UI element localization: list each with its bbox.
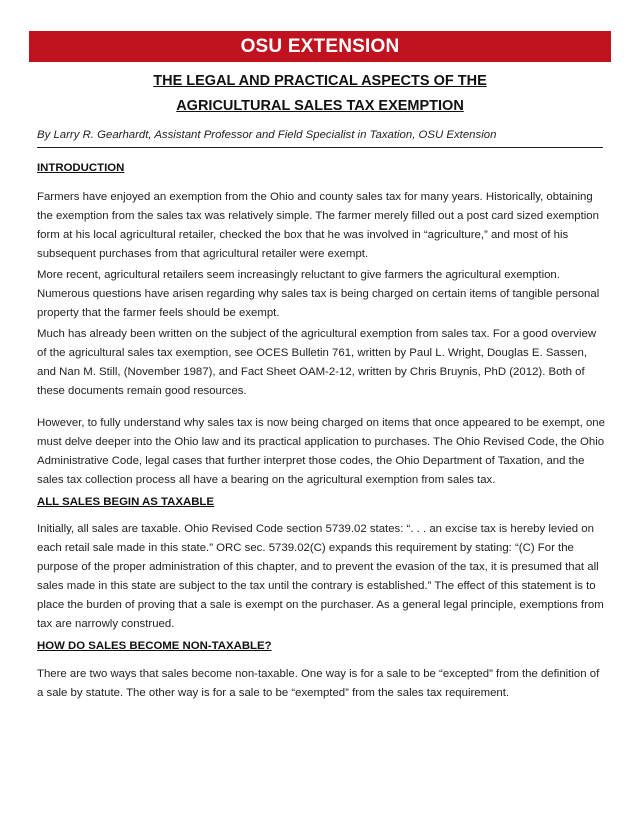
intro-paragraph-3: Much has already been written on the subject of the agricultural exemption from sales tax. For a good overview of the agricultural sales tax exemption, see OCES Bulletin 761, written by Paul L. Wright, Douglas E. Sassen, and Nan M. Still, (November 1987), and Fact Sheet OAM-2-12, written by Chris Bruynis, PhD (2012). Both of these documents remain good resources. xyxy=(37,328,597,397)
taxable-paragraph-1: Initially, all sales are taxable. Ohio Revised Code section 5739.02 states: “. . . an excise tax is hereby levied on each retail sale made in this state.” ORC sec. 5739.02(C) expands this requirement by stating: “(C) For the purpose of the proper administration of this chapter, and to prevent the evasion of the tax, it is presumed that all sales made in this state are subject to the tax until the contrary is established.” The effect of this statement is to place the burden of proving that a sale is exempt on the purchaser. As a general legal principle, exemptions from tax are narrowly construed. xyxy=(37,523,604,630)
banner-text: OSU EXTENSION xyxy=(240,35,400,57)
intro-paragraph-2: More recent, agricultural retailers seem increasingly reluctant to give farmers the agricultural exemption. Numerous questions have arisen regarding why sales tax is being charged on certain items of tangible personal property that the farmer feels should be exempt. xyxy=(37,269,600,319)
nontaxable-paragraph-1: There are two ways that sales become non-taxable. One way is for a sale to be “excepted” from the definition of a sale by statute. The other way is for a sale to be “exempted” from the sales tax requirement. xyxy=(37,668,600,699)
heading-introduction: INTRODUCTION xyxy=(37,162,125,174)
intro-paragraph-1: Farmers have enjoyed an exemption from the Ohio and county sales tax for many years. Historically, obtaining the exemption from the sales tax was relatively simple. The farmer merely filled out a post card sized exemption form at his local agricultural retailer, checked the box that he was involved in “agriculture,” and most of his subsequent purchases from that agricultural retailer were exempt. xyxy=(37,191,599,260)
horizontal-rule xyxy=(37,147,603,148)
heading-non-taxable: HOW DO SALES BECOME NON-TAXABLE? xyxy=(37,640,272,652)
osu-extension-banner xyxy=(29,31,611,62)
document-title-line-1: THE LEGAL AND PRACTICAL ASPECTS OF THE xyxy=(153,73,487,89)
intro-paragraph-4: However, to fully understand why sales tax is now being charged on items that once appeared to be exempt, one must delve deeper into the Ohio law and its practical application to purchases. The Ohio Revised Code, the Ohio Administrative Code, legal cases that further interpret those codes, the Ohio Department of Taxation, and the sales tax collection process all have a bearing on the agricultural exemption from sales tax. xyxy=(37,417,605,486)
document-title-line-2: AGRICULTURAL SALES TAX EXEMPTION xyxy=(176,98,464,114)
heading-all-sales-taxable: ALL SALES BEGIN AS TAXABLE xyxy=(37,496,214,508)
author-byline: By Larry R. Gearhardt, Assistant Professor and Field Specialist in Taxation, OSU Extension xyxy=(37,129,497,141)
